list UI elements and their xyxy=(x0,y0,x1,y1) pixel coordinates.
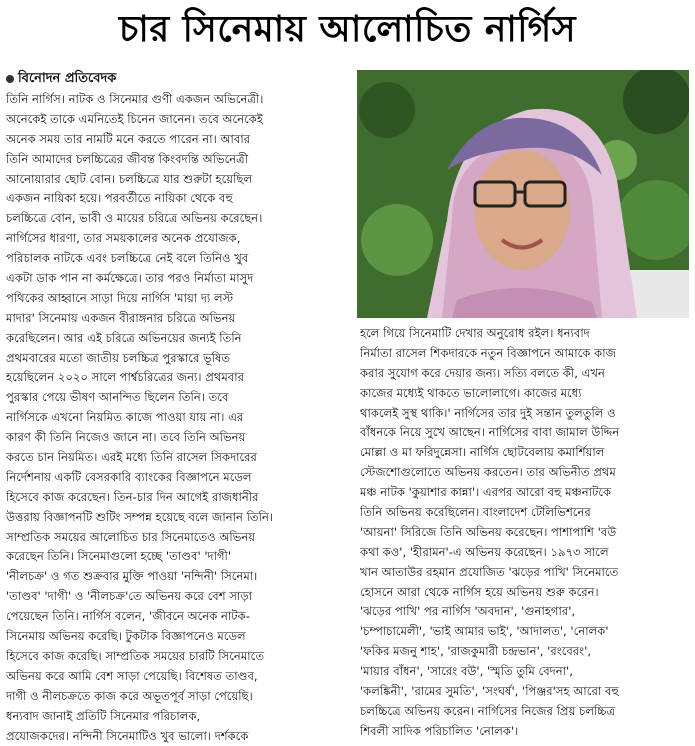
article-line: হয়েছিলেন ২০২০ সালে পার্শ্বচরিত্রের জন্য। প্রথমবার xyxy=(6,368,352,388)
article-line: তিনি অভিনয় করেছিলেন। বাংলাদেশ টেলিভিশনের xyxy=(360,503,690,523)
article-line: তিনি নার্গিস। নাটক ও সিনেমার গুণী একজন অভিনেত্রী। xyxy=(6,90,352,110)
article-line: কারণ কী তিনি নিজেও জানে না। তবে তিনি অভিনয় xyxy=(6,428,352,448)
article-line: আনোয়ারার ছোট বোন। চলচ্চিত্রে যার শুরুটা হয়েছিল xyxy=(6,170,352,190)
article-column-left xyxy=(6,90,352,746)
article-line: পুরস্কার পেয়ে ভীষণ আনন্দিত ছিলেন তিনি। তবে xyxy=(6,388,352,408)
article-line: মোল্লা ও মা ফরিদুন্নেসা। নার্গিস ছোটবেলায় কমার্শিয়াল xyxy=(360,443,690,463)
article-line: 'মায়ার বাঁধন', 'সারেং বউ', 'স্মৃতি তুমি বেদনা', xyxy=(360,662,690,682)
article-line: নির্মাতা রাসেল শিকদারকে নতুন বিজ্ঞাপনে আমাকে কাজ xyxy=(360,344,690,364)
article-line: পরিচালক নাটকে এবং চলচ্চিত্রে নেই বলে তিনিও খুব xyxy=(6,249,352,269)
article-line: প্রথমবারের মতো জাতীয় চলচ্চিত্র পুরস্কারে ভূষিত xyxy=(6,349,352,369)
article-line: সাম্প্রতিক সময়ের আলোচিত চার সিনেমাতেও অভিনয় xyxy=(6,528,352,548)
byline xyxy=(6,70,116,88)
article-line: একটা ডাক পান না কর্মক্ষেত্রে। তার পরও নির্মাতা মাসুদ xyxy=(6,269,352,289)
article-line: অনেক সময় তার নামটি মনে করতে পারেন না। আবার xyxy=(6,130,352,150)
article-line: শিবলী সাদিক পরিচালিত 'নোলক'। xyxy=(360,722,690,742)
portrait-photo xyxy=(357,70,689,318)
article-line: উত্তরায় বিজ্ঞাপনটি শুটিং সম্পন্ন হয়েছে বলে জানান তিনি। xyxy=(6,508,352,528)
article-line: খান আতাউর রহমান প্রযোজিত 'ঝড়ের পাখি' সিনেমাতে xyxy=(360,563,690,583)
article-line: নির্দেশনায় একটি বেসরকারি ব্যাংকের বিজ্ঞাপনে মডেল xyxy=(6,468,352,488)
article-line: পথিকের আহ্বানে সাড়া দিয়ে নার্গিস 'মায়া দ্য লস্ট xyxy=(6,289,352,309)
article-line: থাকলেই সুস্থ থাকি।' নার্গিসের তার দুই সন্তান তুলতুলি ও xyxy=(360,404,690,424)
article-line: স্টেজশোগুলোতে অভিনয় করতেন। তার অভিনীত প্রথম xyxy=(360,463,690,483)
article-line: হোসনে আরা থেকে নার্গিস হয়ে অভিনয় শুরু করেন। xyxy=(360,583,690,603)
article-line: মঞ্চ নাটক 'কুয়াশার কান্না'। এরপর আরো বহু মঞ্চনাটকে xyxy=(360,483,690,503)
article-line: 'কলঙ্কিনী', 'রামের সুমতি', 'সংঘর্ষ', 'পিঞ্জর'সহ আরো বহু xyxy=(360,682,690,702)
article-line: 'আয়না' সিরিজে তিনি অভিনয় করেছেন। পাশাপাশি 'বউ xyxy=(360,523,690,543)
article-line: তিনি আমাদের চলচ্চিত্রের জীবন্ত কিংবদন্তি অভিনেত্রী xyxy=(6,150,352,170)
article-line: দাগী ও নীলচক্রতে কাজ করে অভূতপূর্ব সাড়া পেয়েছি। xyxy=(6,687,352,707)
article-line: প্রযোজকদের। নন্দিনী সিনেমাটিও খুব ভালো। দর্শককে xyxy=(6,727,352,746)
article-line: 'তাণ্ডব' 'দাগী' ও 'নীলচক্র'তে অভিনয় করে বেশ সাড়া xyxy=(6,587,352,607)
article-line: ধন্যবাদ জানাই প্রতিটি সিনেমার পরিচালক, xyxy=(6,707,352,727)
portrait-illustration xyxy=(357,70,689,318)
article-line: নার্গিসকে এখনো নিয়মিত কাজে পাওয়া যায় না। এর xyxy=(6,408,352,428)
article-line: করার সুযোগ করে দেয়ার জন্য। সত্যি বলতে কী, এখন xyxy=(360,364,690,384)
article-line: মাদার' সিনেমায় একজন বীরাঙ্গনার চরিত্রে অভিনয় xyxy=(6,309,352,329)
bullet-icon xyxy=(6,75,14,83)
article-line: চলচ্চিত্রে অভিনয় করেন। নার্গিসের নিজের প্রিয় চলচ্চিত্র xyxy=(360,702,690,722)
article-line: করেছেন তিনি। সিনেমাগুলো হচ্ছে 'তাণ্ডব' 'দাগী' xyxy=(6,547,352,567)
article-column-right xyxy=(360,324,690,742)
article-line: হিসেবে কাজ করেছি। সাম্প্রতিক সময়ের চারটি সিনেমাতে xyxy=(6,647,352,667)
article-line: চলচ্চিত্রে বোন, ভাবী ও মায়ের চরিত্রে অভিনয় করেছেন। xyxy=(6,209,352,229)
article-line: হিসেবে কাজ করেছেন। তিন-চার দিন আগেই রাজধানীর xyxy=(6,488,352,508)
article-line: অভিনয় করে আমি বেশ সাড়া পেয়েছি। বিশেষত তাণ্ডব, xyxy=(6,667,352,687)
article-line: 'ঝড়ের পাখি' পর নার্গিস 'অবদান', 'গুনাহগার', xyxy=(360,602,690,622)
article-line: কাজের মধ্যেই থাকতে ভালোলাগে। কাজের মধ্যে xyxy=(360,384,690,404)
article-line: নার্গিসের ধারণা, তার সময়কালের অনেক প্রযোজক, xyxy=(6,229,352,249)
article-line: বাঁধনকে নিয়ে সুখে আছেন। নার্গিসের বাবা জামাল উদ্দিন xyxy=(360,423,690,443)
byline-text: বিনোদন প্রতিবেদক xyxy=(18,71,116,86)
article-line: 'নীলচক্র' ও গত শুক্রবার মুক্তি পাওয়া 'নন্দিনী' সিনেমা। xyxy=(6,567,352,587)
article-line: অনেকেই তাকে এমনিতেই চিনেন জানেন। তবে অনেকেই xyxy=(6,110,352,130)
article-line: করেছিলেন। আর এই চরিত্রে অভিনয়ের জন্যই তিনি xyxy=(6,329,352,349)
article-line: সিনেমায় অভিনয় করেছি। টুকটাক বিজ্ঞাপনেও মডেল xyxy=(6,627,352,647)
article-line: 'ফকির মজনু শাহ', 'রাজকুমারী চন্দ্রভান', 'রংবেরং', xyxy=(360,642,690,662)
article-line: কথা কও', 'হীরামন'-এ অভিনয় করেছেন। ১৯৭৩ সালে xyxy=(360,543,690,563)
headline: চার সিনেমায় আলোচিত নার্গিস xyxy=(0,6,695,54)
article-line: 'চম্পাচামেলী', 'ভাই আমার ভাই', 'আদালত', 'নোলক' xyxy=(360,622,690,642)
article-line: করতে চান নিয়মিত। এরই মধ্যে তিনি রাসেল সিকদারের xyxy=(6,448,352,468)
article-line: হলে গিয়ে সিনেমাটি দেখার অনুরোধ রইল। ধন্যবাদ xyxy=(360,324,690,344)
article-line: একজন নায়িকা হয়ে। পরবর্তীতে নায়িকা থেকে বহু xyxy=(6,189,352,209)
article-line: পেয়েছেন তিনি। নার্গিস বলেন, 'জীবনে অনেক নাটক- xyxy=(6,607,352,627)
